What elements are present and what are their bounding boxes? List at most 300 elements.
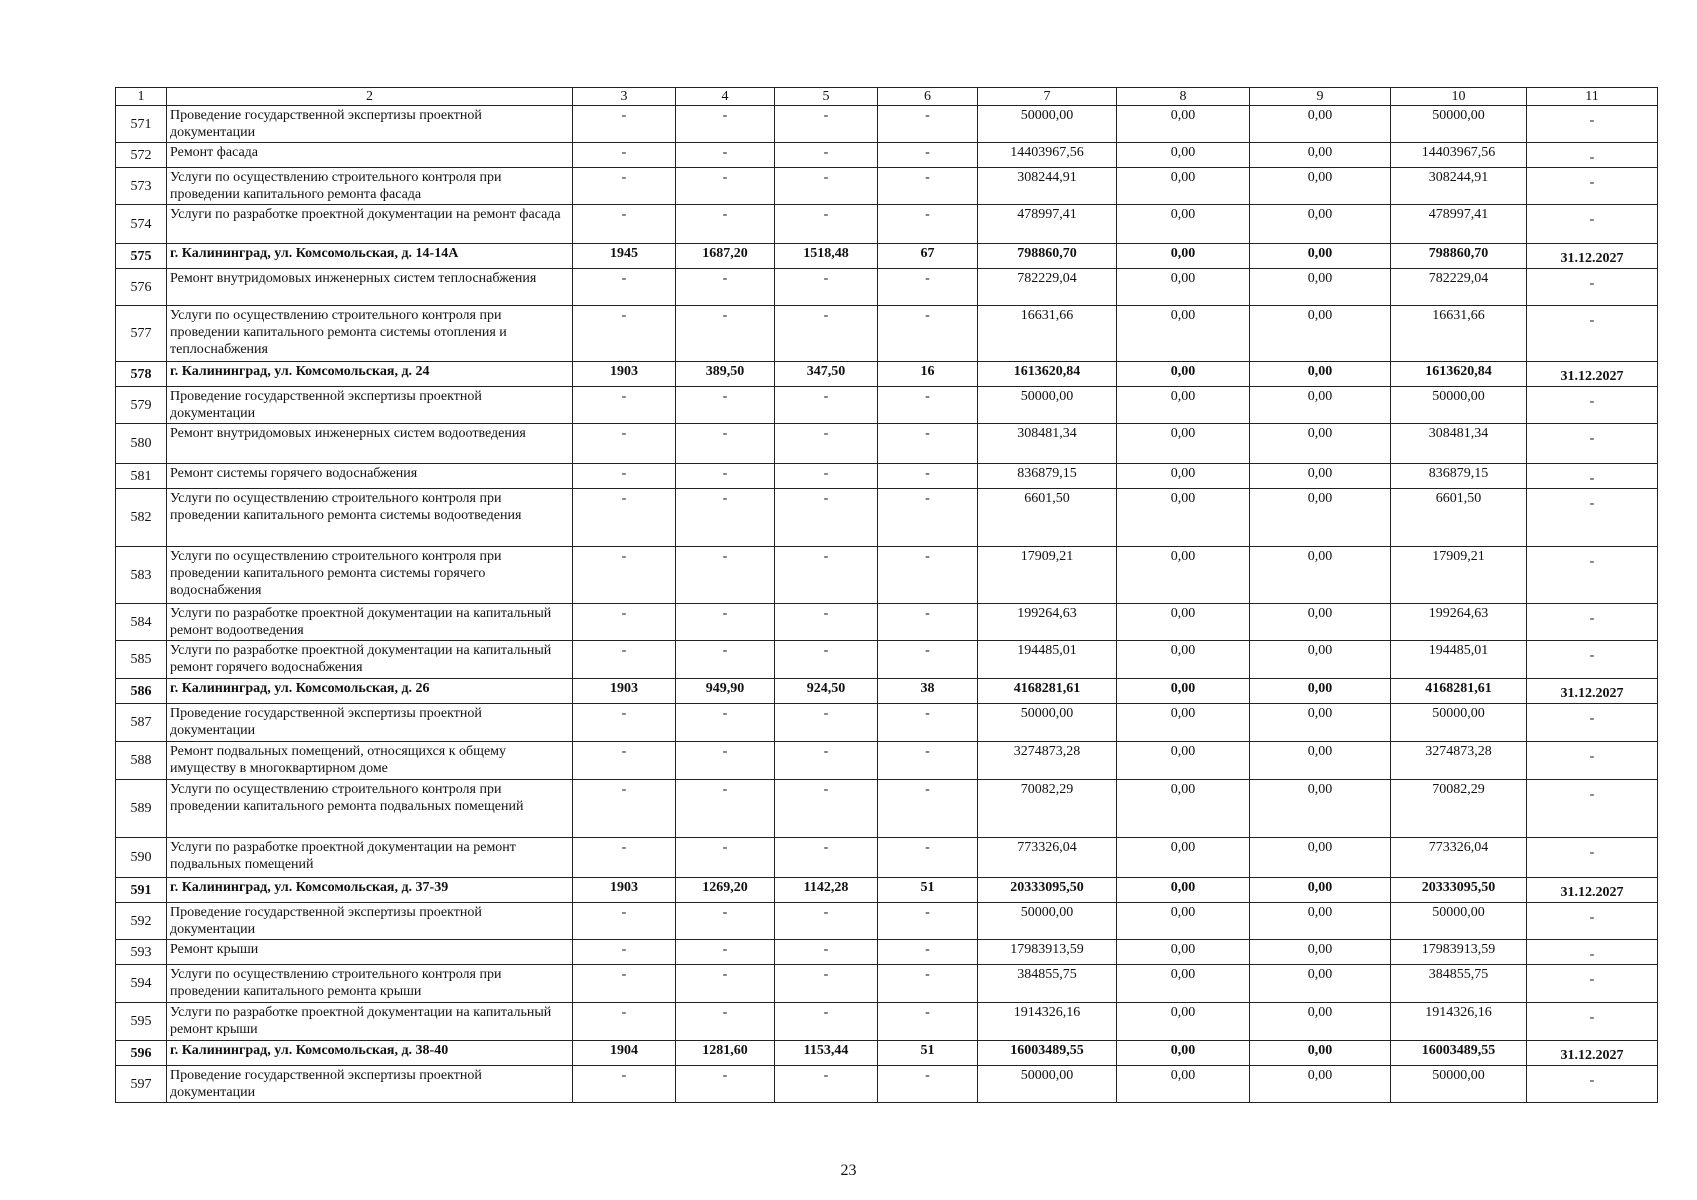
row-number-cell: 587 [116,704,167,742]
federal-funds-cell: 0,00 [1117,244,1250,269]
owners-funds-cell: 14403967,56 [1391,143,1527,168]
living-area-cell: - [775,424,878,464]
regional-funds-cell: 0,00 [1250,679,1391,704]
living-area-cell: - [775,1003,878,1041]
living-area-cell: - [775,106,878,143]
owners-funds-cell: 308481,34 [1391,424,1527,464]
residents-count-cell: - [878,780,978,838]
year-built-cell: - [573,464,676,489]
total-area-cell: - [676,424,775,464]
owners-funds-cell: 20333095,50 [1391,878,1527,903]
work-description-cell: Услуги по осуществлению строительного контроля при проведении капитального ремонта системы горячего водоснабжения [167,547,573,604]
federal-funds-cell: 0,00 [1117,1041,1250,1066]
residents-count-cell: - [878,940,978,965]
row-number-cell: 589 [116,780,167,838]
column-number: 5 [775,88,878,106]
column-number: 10 [1391,88,1527,106]
residents-count-cell: - [878,742,978,780]
year-built-cell: - [573,168,676,205]
address-row [116,679,1658,704]
federal-funds-cell: 0,00 [1117,547,1250,604]
completion-date-cell: - [1527,1003,1658,1041]
total-cost-cell: 308481,34 [978,424,1117,464]
total-cost-cell: 478997,41 [978,205,1117,244]
owners-funds-cell: 16631,66 [1391,306,1527,362]
column-number: 9 [1250,88,1391,106]
total-cost-cell: 70082,29 [978,780,1117,838]
work-description-cell: Ремонт фасада [167,143,573,168]
row-number-cell: 571 [116,106,167,143]
table-row [116,269,1658,306]
work-description-cell: Услуги по разработке проектной документации на капитальный ремонт горячего водоснабжения [167,641,573,679]
regional-funds-cell: 0,00 [1250,878,1391,903]
owners-funds-cell: 1613620,84 [1391,362,1527,387]
regional-funds-cell: 0,00 [1250,306,1391,362]
address-row [116,878,1658,903]
federal-funds-cell: 0,00 [1117,940,1250,965]
federal-funds-cell: 0,00 [1117,306,1250,362]
total-cost-cell: 836879,15 [978,464,1117,489]
row-number-cell: 594 [116,965,167,1003]
total-area-cell: - [676,1066,775,1103]
work-description-cell: Проведение государственной экспертизы проектной документации [167,106,573,143]
living-area-cell: - [775,780,878,838]
total-area-cell: 389,50 [676,362,775,387]
completion-date-cell: 31.12.2027 [1527,878,1658,903]
completion-date-cell: - [1527,168,1658,205]
owners-funds-cell: 478997,41 [1391,205,1527,244]
federal-funds-cell: 0,00 [1117,143,1250,168]
regional-funds-cell: 0,00 [1250,424,1391,464]
living-area-cell: - [775,489,878,547]
total-area-cell: - [676,547,775,604]
table-body [116,88,1658,1103]
residents-count-cell: 67 [878,244,978,269]
owners-funds-cell: 773326,04 [1391,838,1527,878]
residents-count-cell: - [878,838,978,878]
total-cost-cell: 384855,75 [978,965,1117,1003]
total-area-cell: - [676,464,775,489]
federal-funds-cell: 0,00 [1117,106,1250,143]
total-area-cell: - [676,387,775,424]
federal-funds-cell: 0,00 [1117,838,1250,878]
row-number-cell: 579 [116,387,167,424]
table-row [116,742,1658,780]
total-cost-cell: 14403967,56 [978,143,1117,168]
living-area-cell: - [775,387,878,424]
year-built-cell: - [573,704,676,742]
table-row [116,143,1658,168]
work-description-cell: г. Калининград, ул. Комсомольская, д. 26 [167,679,573,704]
total-area-cell: - [676,205,775,244]
total-area-cell: - [676,838,775,878]
total-area-cell: - [676,106,775,143]
residents-count-cell: 51 [878,1041,978,1066]
row-number-cell: 595 [116,1003,167,1041]
regional-funds-cell: 0,00 [1250,1003,1391,1041]
residents-count-cell: - [878,704,978,742]
owners-funds-cell: 308244,91 [1391,168,1527,205]
regional-funds-cell: 0,00 [1250,143,1391,168]
regional-funds-cell: 0,00 [1250,464,1391,489]
owners-funds-cell: 836879,15 [1391,464,1527,489]
year-built-cell: - [573,205,676,244]
completion-date-cell: - [1527,780,1658,838]
row-number-cell: 585 [116,641,167,679]
year-built-cell: - [573,742,676,780]
residents-count-cell: 38 [878,679,978,704]
row-number-cell: 591 [116,878,167,903]
total-cost-cell: 50000,00 [978,106,1117,143]
work-description-cell: г. Калининград, ул. Комсомольская, д. 37-39 [167,878,573,903]
work-description-cell: Услуги по разработке проектной документации на ремонт подвальных помещений [167,838,573,878]
federal-funds-cell: 0,00 [1117,604,1250,641]
total-cost-cell: 50000,00 [978,704,1117,742]
row-number-cell: 576 [116,269,167,306]
year-built-cell: 1945 [573,244,676,269]
year-built-cell: - [573,306,676,362]
regional-funds-cell: 0,00 [1250,704,1391,742]
total-cost-cell: 798860,70 [978,244,1117,269]
total-cost-cell: 16003489,55 [978,1041,1117,1066]
row-number-cell: 580 [116,424,167,464]
total-cost-cell: 50000,00 [978,903,1117,940]
table-row [116,903,1658,940]
regional-funds-cell: 0,00 [1250,965,1391,1003]
total-area-cell: - [676,489,775,547]
year-built-cell: 1903 [573,878,676,903]
total-cost-cell: 199264,63 [978,604,1117,641]
residents-count-cell: 16 [878,362,978,387]
federal-funds-cell: 0,00 [1117,464,1250,489]
living-area-cell: - [775,965,878,1003]
completion-date-cell: 31.12.2027 [1527,679,1658,704]
total-cost-cell: 308244,91 [978,168,1117,205]
residents-count-cell: 51 [878,878,978,903]
row-number-cell: 583 [116,547,167,604]
owners-funds-cell: 17983913,59 [1391,940,1527,965]
row-number-cell: 593 [116,940,167,965]
total-area-cell: 1281,60 [676,1041,775,1066]
work-description-cell: Услуги по осуществлению строительного контроля при проведении капитального ремонта системы водоотведения [167,489,573,547]
address-row [116,244,1658,269]
year-built-cell: - [573,143,676,168]
table-row [116,838,1658,878]
owners-funds-cell: 50000,00 [1391,704,1527,742]
residents-count-cell: - [878,306,978,362]
living-area-cell: 1142,28 [775,878,878,903]
federal-funds-cell: 0,00 [1117,780,1250,838]
table-row [116,464,1658,489]
living-area-cell: - [775,464,878,489]
table-row [116,168,1658,205]
total-area-cell: - [676,940,775,965]
living-area-cell: - [775,143,878,168]
year-built-cell: - [573,424,676,464]
federal-funds-cell: 0,00 [1117,362,1250,387]
owners-funds-cell: 50000,00 [1391,387,1527,424]
owners-funds-cell: 199264,63 [1391,604,1527,641]
address-row [116,1041,1658,1066]
living-area-cell: - [775,903,878,940]
total-area-cell: - [676,143,775,168]
column-number: 6 [878,88,978,106]
year-built-cell: - [573,903,676,940]
federal-funds-cell: 0,00 [1117,205,1250,244]
year-built-cell: - [573,940,676,965]
residents-count-cell: - [878,1003,978,1041]
table-row [116,641,1658,679]
regional-funds-cell: 0,00 [1250,547,1391,604]
year-built-cell: - [573,1066,676,1103]
column-number: 1 [116,88,167,106]
residents-count-cell: - [878,903,978,940]
total-cost-cell: 17909,21 [978,547,1117,604]
total-area-cell: - [676,641,775,679]
regional-funds-cell: 0,00 [1250,489,1391,547]
row-number-cell: 578 [116,362,167,387]
residents-count-cell: - [878,168,978,205]
work-description-cell: Услуги по разработке проектной документации на капитальный ремонт крыши [167,1003,573,1041]
regional-funds-cell: 0,00 [1250,940,1391,965]
regional-funds-cell: 0,00 [1250,604,1391,641]
regional-funds-cell: 0,00 [1250,244,1391,269]
total-area-cell: - [676,903,775,940]
work-description-cell: Услуги по осуществлению строительного контроля при проведении капитального ремонта подвальных помещений [167,780,573,838]
work-description-cell: Услуги по разработке проектной документации на капитальный ремонт водоотведения [167,604,573,641]
completion-date-cell: - [1527,742,1658,780]
living-area-cell: - [775,742,878,780]
work-description-cell: Проведение государственной экспертизы проектной документации [167,704,573,742]
total-area-cell: - [676,742,775,780]
total-cost-cell: 194485,01 [978,641,1117,679]
regional-funds-cell: 0,00 [1250,742,1391,780]
year-built-cell: 1904 [573,1041,676,1066]
table-row [116,704,1658,742]
completion-date-cell: - [1527,106,1658,143]
owners-funds-cell: 17909,21 [1391,547,1527,604]
federal-funds-cell: 0,00 [1117,424,1250,464]
living-area-cell: - [775,205,878,244]
year-built-cell: - [573,838,676,878]
regional-funds-cell: 0,00 [1250,168,1391,205]
total-cost-cell: 50000,00 [978,1066,1117,1103]
residents-count-cell: - [878,269,978,306]
total-cost-cell: 3274873,28 [978,742,1117,780]
table-row [116,780,1658,838]
row-number-cell: 577 [116,306,167,362]
living-area-cell: - [775,704,878,742]
total-cost-cell: 16631,66 [978,306,1117,362]
table-row [116,306,1658,362]
federal-funds-cell: 0,00 [1117,489,1250,547]
federal-funds-cell: 0,00 [1117,903,1250,940]
owners-funds-cell: 50000,00 [1391,903,1527,940]
owners-funds-cell: 782229,04 [1391,269,1527,306]
owners-funds-cell: 1914326,16 [1391,1003,1527,1041]
living-area-cell: - [775,604,878,641]
completion-date-cell: - [1527,424,1658,464]
table-row [116,547,1658,604]
completion-date-cell: - [1527,547,1658,604]
residents-count-cell: - [878,547,978,604]
column-number: 11 [1527,88,1658,106]
row-number-cell: 581 [116,464,167,489]
work-description-cell: Проведение государственной экспертизы проектной документации [167,1066,573,1103]
residents-count-cell: - [878,464,978,489]
completion-date-cell: - [1527,269,1658,306]
completion-date-cell: - [1527,704,1658,742]
year-built-cell: - [573,269,676,306]
year-built-cell: - [573,489,676,547]
federal-funds-cell: 0,00 [1117,878,1250,903]
work-description-cell: г. Калининград, ул. Комсомольская, д. 24 [167,362,573,387]
total-cost-cell: 773326,04 [978,838,1117,878]
total-area-cell: - [676,1003,775,1041]
federal-funds-cell: 0,00 [1117,679,1250,704]
completion-date-cell: 31.12.2027 [1527,1041,1658,1066]
row-number-cell: 586 [116,679,167,704]
year-built-cell: - [573,641,676,679]
regional-funds-cell: 0,00 [1250,780,1391,838]
year-built-cell: - [573,106,676,143]
total-area-cell: - [676,306,775,362]
total-cost-cell: 20333095,50 [978,878,1117,903]
completion-date-cell: 31.12.2027 [1527,244,1658,269]
living-area-cell: 1153,44 [775,1041,878,1066]
total-cost-cell: 6601,50 [978,489,1117,547]
total-cost-cell: 4168281,61 [978,679,1117,704]
living-area-cell: - [775,1066,878,1103]
column-number: 8 [1117,88,1250,106]
year-built-cell: - [573,604,676,641]
year-built-cell: - [573,547,676,604]
total-area-cell: - [676,704,775,742]
row-number-cell: 590 [116,838,167,878]
work-description-cell: Ремонт подвальных помещений, относящихся к общему имуществу в многоквартирном доме [167,742,573,780]
completion-date-cell: - [1527,143,1658,168]
owners-funds-cell: 50000,00 [1391,106,1527,143]
table-row [116,1066,1658,1103]
regional-funds-cell: 0,00 [1250,903,1391,940]
year-built-cell: - [573,387,676,424]
row-number-cell: 596 [116,1041,167,1066]
regional-funds-cell: 0,00 [1250,269,1391,306]
column-number: 4 [676,88,775,106]
total-area-cell: 949,90 [676,679,775,704]
year-built-cell: - [573,780,676,838]
work-description-cell: Услуги по осуществлению строительного контроля при проведении капитального ремонта крыши [167,965,573,1003]
living-area-cell: - [775,838,878,878]
table-row [116,940,1658,965]
column-number: 7 [978,88,1117,106]
living-area-cell: 924,50 [775,679,878,704]
federal-funds-cell: 0,00 [1117,168,1250,205]
living-area-cell: - [775,547,878,604]
living-area-cell: 1518,48 [775,244,878,269]
table-row [116,205,1658,244]
federal-funds-cell: 0,00 [1117,269,1250,306]
work-description-cell: Услуги по осуществлению строительного контроля при проведении капитального ремонта фасада [167,168,573,205]
row-number-cell: 592 [116,903,167,940]
federal-funds-cell: 0,00 [1117,704,1250,742]
federal-funds-cell: 0,00 [1117,742,1250,780]
work-description-cell: Проведение государственной экспертизы проектной документации [167,903,573,940]
row-number-cell: 575 [116,244,167,269]
residents-count-cell: - [878,143,978,168]
owners-funds-cell: 3274873,28 [1391,742,1527,780]
federal-funds-cell: 0,00 [1117,1003,1250,1041]
residents-count-cell: - [878,1066,978,1103]
completion-date-cell: - [1527,940,1658,965]
completion-date-cell: - [1527,464,1658,489]
owners-funds-cell: 4168281,61 [1391,679,1527,704]
regional-funds-cell: 0,00 [1250,106,1391,143]
row-number-cell: 582 [116,489,167,547]
total-area-cell: - [676,604,775,641]
table-row [116,489,1658,547]
federal-funds-cell: 0,00 [1117,641,1250,679]
column-number: 2 [167,88,573,106]
completion-date-cell: - [1527,306,1658,362]
year-built-cell: - [573,965,676,1003]
total-cost-cell: 50000,00 [978,387,1117,424]
total-area-cell: - [676,269,775,306]
column-number: 3 [573,88,676,106]
regional-funds-cell: 0,00 [1250,1041,1391,1066]
completion-date-cell: - [1527,838,1658,878]
regional-funds-cell: 0,00 [1250,641,1391,679]
completion-date-cell: - [1527,604,1658,641]
total-area-cell: 1269,20 [676,878,775,903]
residents-count-cell: - [878,604,978,641]
row-number-cell: 597 [116,1066,167,1103]
living-area-cell: - [775,269,878,306]
total-area-cell: - [676,168,775,205]
residents-count-cell: - [878,641,978,679]
completion-date-cell: - [1527,1066,1658,1103]
regional-funds-cell: 0,00 [1250,387,1391,424]
year-built-cell: 1903 [573,362,676,387]
table-row [116,965,1658,1003]
residents-count-cell: - [878,106,978,143]
total-area-cell: - [676,965,775,1003]
work-description-cell: Ремонт внутридомовых инженерных систем теплоснабжения [167,269,573,306]
owners-funds-cell: 50000,00 [1391,1066,1527,1103]
completion-date-cell: - [1527,387,1658,424]
work-description-cell: Ремонт внутридомовых инженерных систем водоотведения [167,424,573,464]
total-area-cell: - [676,780,775,838]
living-area-cell: - [775,940,878,965]
work-description-cell: Услуги по разработке проектной документации на ремонт фасада [167,205,573,244]
total-cost-cell: 782229,04 [978,269,1117,306]
column-number-header-row [116,88,1658,106]
completion-date-cell: 31.12.2027 [1527,362,1658,387]
residents-count-cell: - [878,965,978,1003]
federal-funds-cell: 0,00 [1117,387,1250,424]
table-row [116,387,1658,424]
row-number-cell: 584 [116,604,167,641]
row-number-cell: 588 [116,742,167,780]
work-description-cell: Услуги по осуществлению строительного контроля при проведении капитального ремонта системы отопления и теплоснабжения [167,306,573,362]
federal-funds-cell: 0,00 [1117,1066,1250,1103]
total-cost-cell: 1613620,84 [978,362,1117,387]
regional-funds-cell: 0,00 [1250,838,1391,878]
year-built-cell: - [573,1003,676,1041]
residents-count-cell: - [878,424,978,464]
residents-count-cell: - [878,489,978,547]
residents-count-cell: - [878,205,978,244]
